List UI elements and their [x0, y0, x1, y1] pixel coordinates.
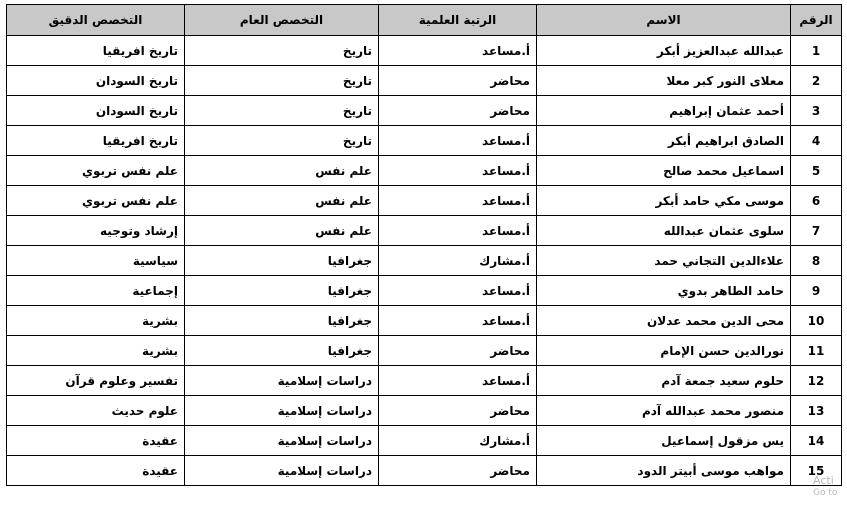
cell-general: جغرافيا	[185, 336, 379, 366]
cell-specialty: تاريخ السودان	[7, 66, 185, 96]
table-row	[7, 96, 842, 126]
cell-specialty: تفسير وعلوم قرآن	[7, 366, 185, 396]
table-row	[7, 426, 842, 456]
cell-general: تاريخ	[185, 36, 379, 66]
cell-rank: محاضر	[379, 456, 537, 486]
cell-name: سلوى عثمان عبدالله	[537, 216, 791, 246]
watermark-line1: Acti	[813, 474, 834, 487]
table-row	[7, 186, 842, 216]
table-row	[7, 36, 842, 66]
cell-general: تاريخ	[185, 96, 379, 126]
cell-name: أحمد عثمان إبراهيم	[537, 96, 791, 126]
cell-name: موسى مكي حامد أبكر	[537, 186, 791, 216]
table-row	[7, 366, 842, 396]
table-row	[7, 156, 842, 186]
cell-rank: أ.مساعد	[379, 276, 537, 306]
cell-specialty: علم نفس تربوي	[7, 156, 185, 186]
cell-name: عبدالله عبدالعزيز أبكر	[537, 36, 791, 66]
cell-rank: محاضر	[379, 66, 537, 96]
cell-specialty: إرشاد وتوجيه	[7, 216, 185, 246]
cell-rank: أ.مشارك	[379, 426, 537, 456]
cell-general: دراسات إسلامية	[185, 396, 379, 426]
cell-general: تاريخ	[185, 66, 379, 96]
cell-general: علم نفس	[185, 216, 379, 246]
cell-general: جغرافيا	[185, 246, 379, 276]
cell-num: 13	[791, 396, 842, 426]
table-row	[7, 216, 842, 246]
cell-num: 5	[791, 156, 842, 186]
table-row	[7, 276, 842, 306]
table-row	[7, 456, 842, 486]
cell-rank: أ.مساعد	[379, 306, 537, 336]
cell-specialty: سياسية	[7, 246, 185, 276]
cell-general: دراسات إسلامية	[185, 456, 379, 486]
cell-general: جغرافيا	[185, 306, 379, 336]
table-row	[7, 246, 842, 276]
header-name: الاسم	[537, 5, 791, 36]
cell-num: 8	[791, 246, 842, 276]
cell-specialty: بشرية	[7, 336, 185, 366]
cell-specialty: تاريخ افريقيا	[7, 36, 185, 66]
cell-rank: أ.مساعد	[379, 36, 537, 66]
cell-num: 6	[791, 186, 842, 216]
cell-specialty: علم نفس تربوي	[7, 186, 185, 216]
header-num: الرقم	[791, 5, 842, 36]
table-row	[7, 126, 842, 156]
cell-rank: أ.مساعد	[379, 186, 537, 216]
cell-name: نورالدين حسن الإمام	[537, 336, 791, 366]
cell-rank: أ.مساعد	[379, 216, 537, 246]
cell-num: 10	[791, 306, 842, 336]
cell-num: 2	[791, 66, 842, 96]
cell-name: علاءالدين التجاني حمد	[537, 246, 791, 276]
cell-rank: أ.مساعد	[379, 366, 537, 396]
header-specialty: التخصص الدقيق	[7, 5, 185, 36]
table-row	[7, 396, 842, 426]
cell-specialty: عقيدة	[7, 426, 185, 456]
cell-num: 1	[791, 36, 842, 66]
cell-specialty: تاريخ السودان	[7, 96, 185, 126]
cell-rank: محاضر	[379, 96, 537, 126]
cell-rank: أ.مساعد	[379, 156, 537, 186]
cell-specialty: بشرية	[7, 306, 185, 336]
cell-num: 11	[791, 336, 842, 366]
cell-rank: أ.مساعد	[379, 126, 537, 156]
cell-num: 9	[791, 276, 842, 306]
watermark-line2: Go to	[813, 488, 838, 498]
cell-num: 7	[791, 216, 842, 246]
cell-general: علم نفس	[185, 156, 379, 186]
cell-num: 15	[791, 456, 842, 486]
cell-general: علم نفس	[185, 186, 379, 216]
cell-name: اسماعيل محمد صالح	[537, 156, 791, 186]
cell-name: الصادق ابراهيم أبكر	[537, 126, 791, 156]
cell-name: منصور محمد عبدالله آدم	[537, 396, 791, 426]
cell-name: مواهب موسى أبيتر الدود	[537, 456, 791, 486]
cell-rank: أ.مشارك	[379, 246, 537, 276]
table-row	[7, 306, 842, 336]
cell-num: 4	[791, 126, 842, 156]
cell-name: محى الدين محمد عدلان	[537, 306, 791, 336]
cell-name: يس مزقول إسماعيل	[537, 426, 791, 456]
staff-table	[6, 4, 842, 486]
cell-general: دراسات إسلامية	[185, 426, 379, 456]
cell-num: 3	[791, 96, 842, 126]
cell-specialty: علوم حديث	[7, 396, 185, 426]
cell-name: معلاى النور كبر معلا	[537, 66, 791, 96]
cell-general: دراسات إسلامية	[185, 366, 379, 396]
cell-name: حامد الطاهر بدوي	[537, 276, 791, 306]
cell-rank: محاضر	[379, 336, 537, 366]
cell-specialty: إجماعية	[7, 276, 185, 306]
header-row	[7, 5, 842, 36]
header-general: التخصص العام	[185, 5, 379, 36]
cell-general: تاريخ	[185, 126, 379, 156]
header-rank: الرتبة العلمية	[379, 5, 537, 36]
cell-rank: محاضر	[379, 396, 537, 426]
table-row	[7, 66, 842, 96]
cell-specialty: تاريخ افريقيا	[7, 126, 185, 156]
table-row	[7, 336, 842, 366]
cell-num: 14	[791, 426, 842, 456]
cell-specialty: عقيدة	[7, 456, 185, 486]
cell-name: حلوم سعيد جمعة آدم	[537, 366, 791, 396]
cell-general: جغرافيا	[185, 276, 379, 306]
cell-num: 12	[791, 366, 842, 396]
